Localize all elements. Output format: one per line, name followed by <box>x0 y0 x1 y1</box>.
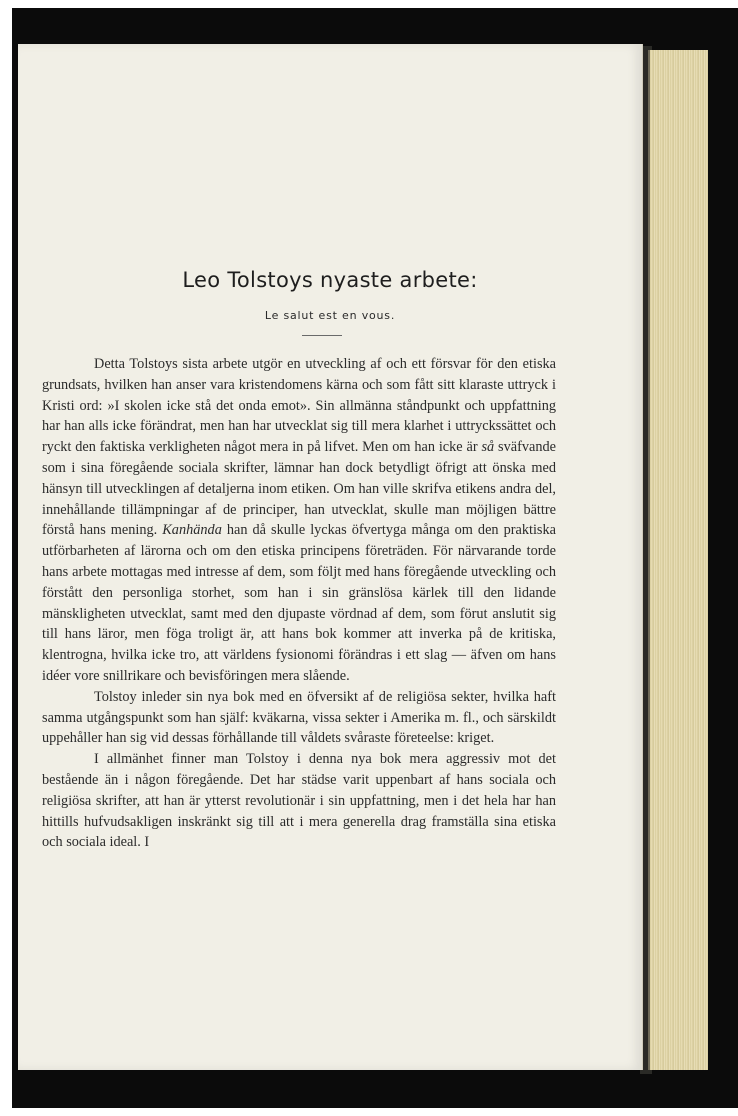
title-divider <box>302 335 342 336</box>
article-body <box>42 354 556 853</box>
paragraph <box>42 354 556 687</box>
paragraph-text: Detta Tolstoys sista arbete utgör en utveckling af och ett försvar för den etiska grundsats, hvilken han anser vara kristendomens kärna och som fått sitt klaraste uttryck i Kristi ord: »I skolen icke stå det onda emot». Sin allmänna ståndpunkt och uppfattning har han alls icke förändrat, men han har utvecklat sig till mera klarhet i uttryckssättet och ryckt den faktiska verkligheten något mera in på lifvet. Men om han icke är <box>42 356 556 456</box>
paragraph <box>42 687 556 749</box>
article-title: Leo Tolstoys nyaste arbete: <box>182 268 478 292</box>
article-subtitle: Le salut est en vous. <box>264 309 396 322</box>
paragraph-text: han då skulle lyckas öfvertyga många om den praktiska utförbarheten af lärorna och om den etiska principens företräden. För närvarande torde hans arbete mottagas med intresse af dem, som följt med hans föregående utveckling och förstått den personliga storhet, som han i sin gränslösa kärlek till den lidande mänskligheten utvecklat, samt med den djupaste vördnad af dem, som förut anslutit sig till hans läror, men föga troligt är, att hans bok kommer att inverka på de kritiska, klentrogna, hvilka icke tro, att världens fysionomi förändras i ett slag — äfven om hans idéer vore snillrikare och bevisföringen mera slående. <box>42 522 556 684</box>
book-page <box>18 44 643 1070</box>
paragraph-text: Tolstoy inleder sin nya bok med en öfversikt af de religiösa sekter, hvilka haft samma utgångspunkt som han själf: kväkarna, vissa sekter i Amerika m. fl., och särskildt uppehåller han sig vid dessas förhållande till våldets svåraste företeelse: kriget. <box>42 688 556 747</box>
paragraph-text: I allmänhet finner man Tolstoy i denna nya bok mera aggressiv mot det bestående än i någon föregående. Det har städse varit uppenbart af hans sociala och religiösa skrifter, att han är ytterst revolutionär i sin uppfattning, men i det hela har han hittills hufvudsakligen inskränkt sig till att i mera generella drag framställa sina etiska och sociala ideal. I <box>42 751 556 851</box>
paragraph-text: sväfvande som i sina föregående sociala skrifter, lämnar han dock betydligt öfrigt att önska med hänsyn till utvecklingen af detaljerna inom etiken. Om han ville skrifva etikens andra del, innehållande tillämpningar af de principer, han utvecklat, skulle man möjligen bättre förstå hans mening. <box>42 439 556 539</box>
italic-text: Kanhända <box>162 522 222 539</box>
paragraph <box>42 749 556 853</box>
book-page-edges <box>648 50 708 1070</box>
italic-text: så <box>481 439 495 456</box>
